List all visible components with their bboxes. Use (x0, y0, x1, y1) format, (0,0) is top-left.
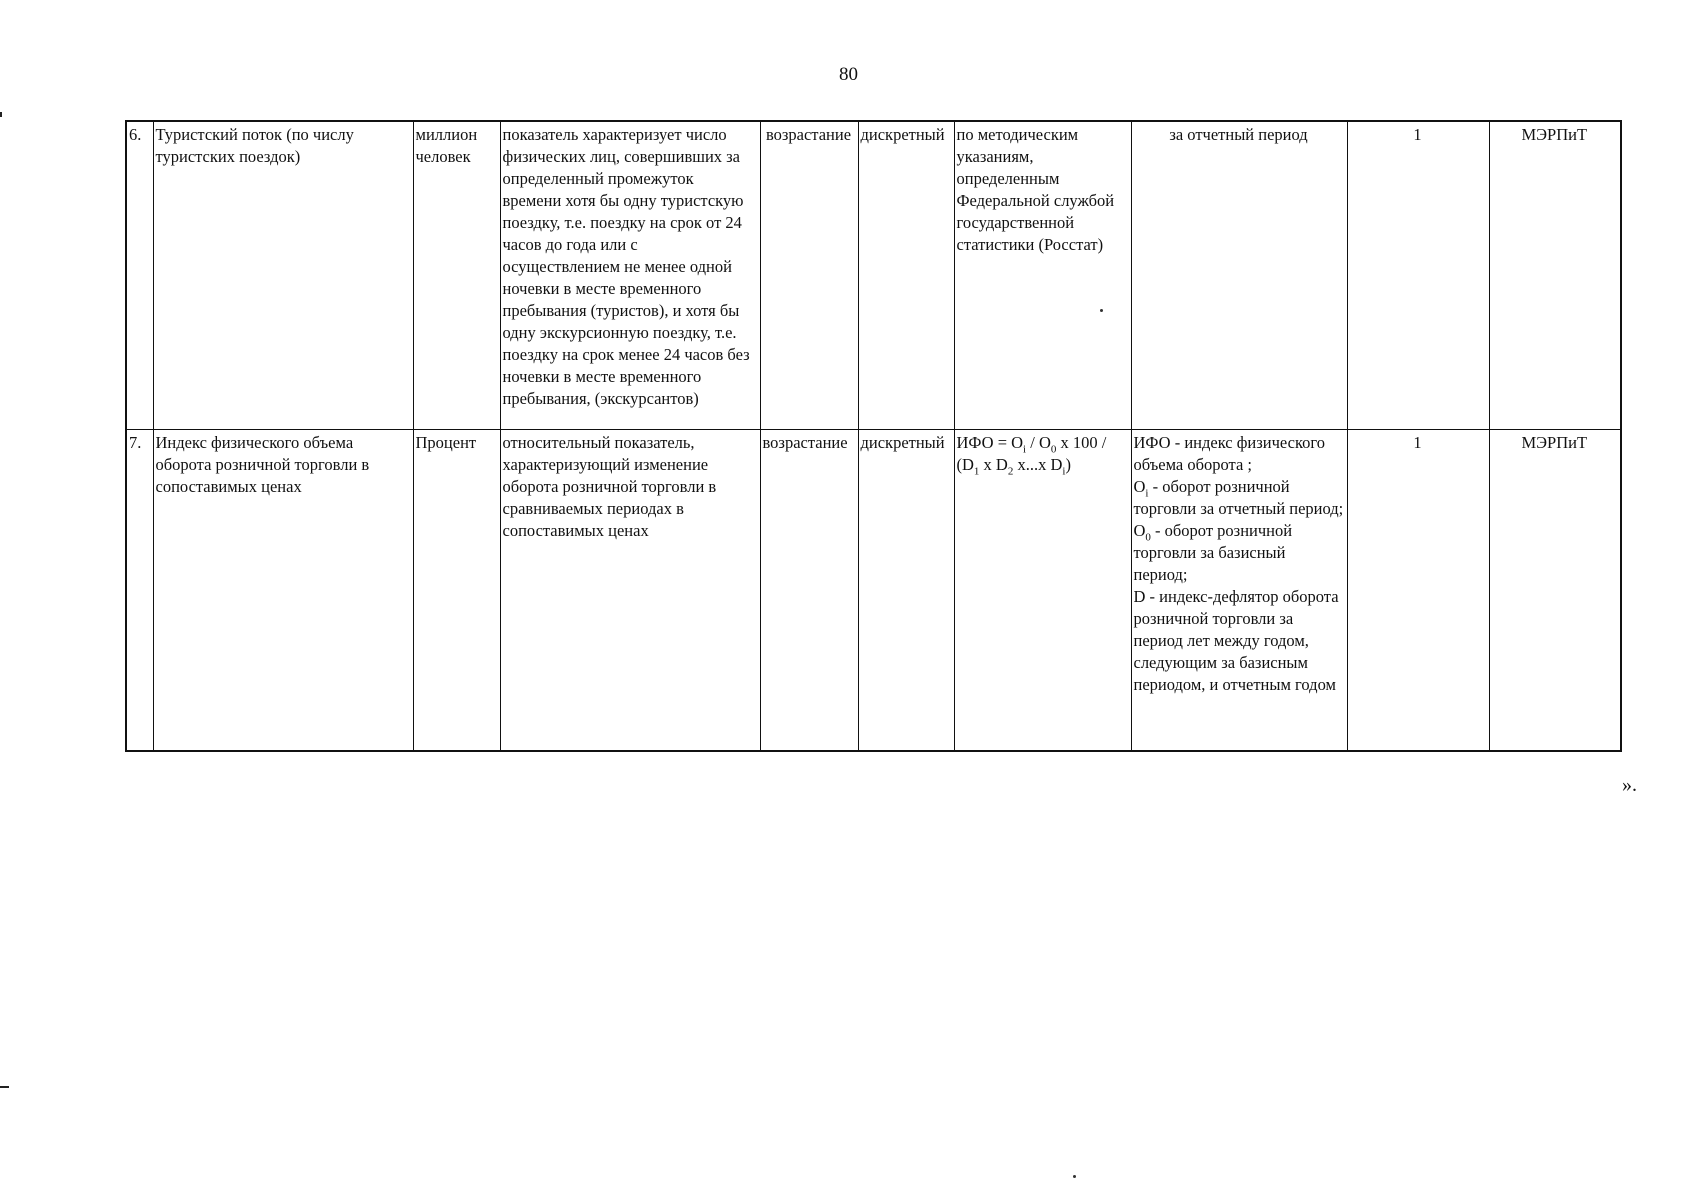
dynamics-direction: возрастание (760, 121, 858, 430)
unit-of-measure: миллион человек (413, 121, 500, 430)
indicator-name: Туристский поток (по числу туристских поездок) (153, 121, 413, 430)
calculation-method: по методическим указаниям, определенным Федеральной службой государственной статистики (Росстат) (954, 121, 1131, 430)
indicator-name: Индекс физического объема оборота розничной торговли в сопоставимых ценах (153, 430, 413, 752)
calculation-parameters: ИФО - индекс физического объема оборота ; $O_i$ - оборот розничной торговли за отчетный период; $O_0$ - оборот розничной торговли за базисный период; D - индекс-дефлятор оборота розничной торговли за период лет между годом, следующим за базисным периодом, и отчетным годом (1131, 430, 1347, 752)
page-number: 80 (839, 64, 858, 85)
indicators-table (125, 120, 1622, 752)
scan-speck (1100, 309, 1103, 312)
collection-method-code: 1 (1347, 121, 1489, 430)
closing-quote: ». (1622, 774, 1637, 796)
indicator-type: дискретный (858, 430, 954, 752)
row-number: 7. (126, 430, 153, 752)
responsible-body: МЭРПиТ (1489, 430, 1621, 752)
unit-of-measure: Процент (413, 430, 500, 752)
indicator-description: показатель характеризует число физических лиц, совершивших за определенный промежуток времени хотя бы одну туристскую поездку, т.е. поездку на срок от 24 часов до года или с осуществлением не менее одной ночевки в месте временного пребывания (туристов), и хотя бы одну экскурсионную поездку, т.е. поездку на срок менее 24 часов без ночевки в месте временного пребывания, (экскурсантов) (500, 121, 760, 430)
scan-speck (1073, 1175, 1076, 1178)
table-row (126, 430, 1621, 752)
dynamics-direction: возрастание (760, 430, 858, 752)
scan-edge-mark (0, 1086, 9, 1088)
scan-edge-mark (0, 112, 2, 117)
calculation-formula: ИФО = $O_i / O_0$ x $100 / (D_1$ x $D_2$ x...x $D_i$) (954, 430, 1131, 752)
indicator-type: дискретный (858, 121, 954, 430)
row-number: 6. (126, 121, 153, 430)
indicator-description: относительный показатель, характеризующий изменение оборота розничной торговли в сравниваемых периодах в сопоставимых ценах (500, 430, 760, 752)
responsible-body: МЭРПиТ (1489, 121, 1621, 430)
collection-method-code: 1 (1347, 430, 1489, 752)
calculation-parameters: за отчетный период (1131, 121, 1347, 430)
table-row (126, 121, 1621, 430)
